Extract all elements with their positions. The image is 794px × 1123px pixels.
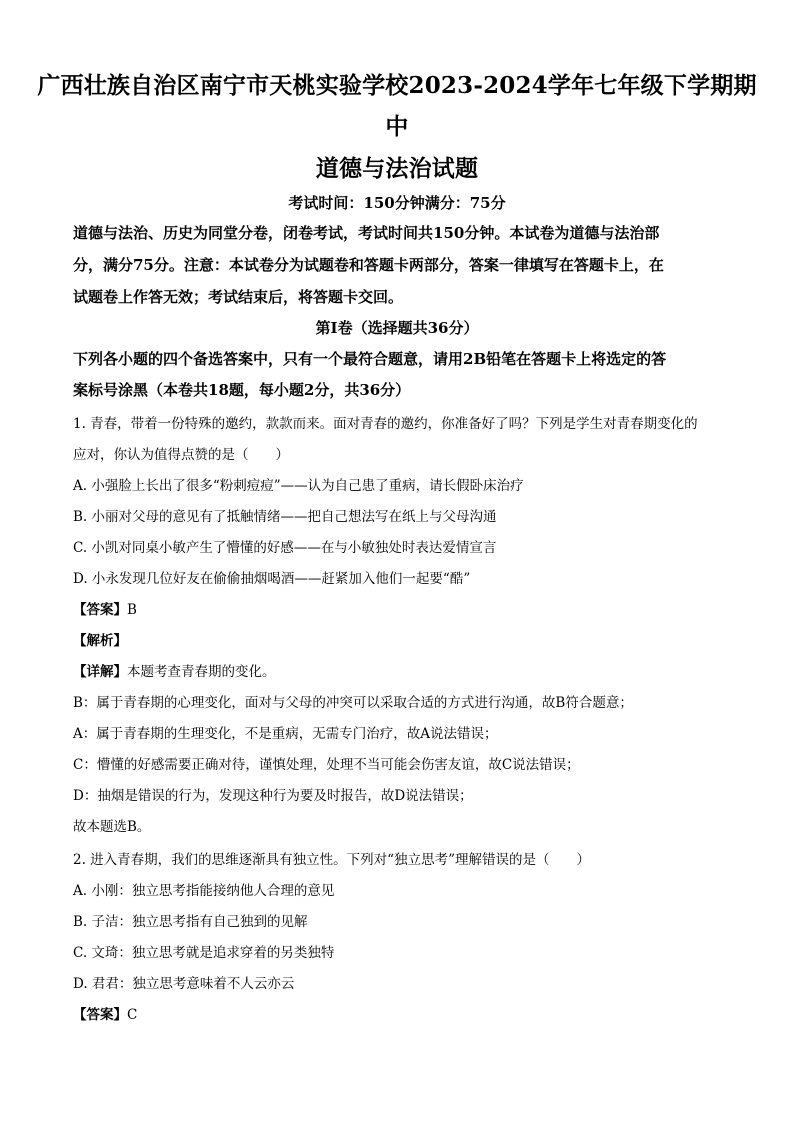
section-instruction-line-2: 案标号涂黑（本卷共18题，每小题2分，共36分）	[73, 381, 411, 399]
q2-option-b: B. 子洁：独立思考指有自己独到的见解	[73, 914, 308, 930]
answer-value: C	[127, 1007, 138, 1023]
q1-conclusion: 故本题选B。	[73, 819, 151, 835]
answer-value: B	[127, 602, 137, 618]
q1-option-a: A. 小强脸上长出了很多“粉刺痘痘”——认为自己患了重病，请长假卧床治疗	[73, 478, 524, 494]
answer-tag: 【答案】	[73, 1007, 127, 1023]
q1-stem-line-1: 1. 青春，带着一份特殊的邀约，款款而来。面对青春的邀约，你准备好了吗？下列是学生对青春期变化的	[73, 416, 698, 432]
q2-option-a: A. 小刚：独立思考指能接纳他人合理的意见	[73, 883, 335, 899]
detail-text: 本题考查青春期的变化。	[127, 664, 276, 680]
q2-option-c: C. 文琦：独立思考就是追求穿着的另类独特	[73, 945, 335, 961]
intro-line-1: 道德与法治、历史为同堂分卷，闭卷考试，考试时间共150分钟。本试卷为道德与法治部	[73, 224, 660, 242]
analysis-tag: 【解析】	[73, 633, 127, 649]
q1-explanation-b: B：属于青春期的心理变化，面对与父母的冲突可以采取合适的方式进行沟通，故B符合题意；	[73, 695, 633, 711]
q1-explanation-c: C：懵懂的好感需要正确对待，谨慎处理，处理不当可能会伤害友谊，故C说法错误；	[73, 757, 580, 773]
q1-stem-line-2: 应对，你认为值得点赞的是（ ）	[73, 447, 289, 463]
q1-option-d: D. 小永发现几位好友在偷偷抽烟喝酒——赶紧加入他们一起要“酷”	[73, 571, 471, 587]
section-title: 第Ⅰ卷（选择题共36分）	[315, 319, 479, 337]
q1-option-c: C. 小凯对同桌小敏产生了懵懂的好感——在与小敏独处时表达爱情宣言	[73, 540, 497, 556]
q2-option-d: D. 君君：独立思考意味着不人云亦云	[73, 976, 295, 992]
page-title-line2: 中	[385, 113, 409, 140]
page-subtitle: 道德与法治试题	[315, 155, 479, 182]
answer-tag: 【答案】	[73, 602, 127, 618]
q1-detail	[73, 660, 276, 680]
detail-tag: 【详解】	[73, 664, 127, 680]
intro-line-2: 分，满分75分。注意：本试卷分为试题卷和答题卡两部分，答案一律填写在答题卡上，在	[73, 256, 664, 274]
section-instruction-line-1: 下列各小题的四个备选答案中，只有一个最符合题意，请用2B铅笔在答题卡上将选定的答	[73, 350, 667, 368]
q2-stem: 2. 进入青春期，我们的思维逐渐具有独立性。下列对“独立思考”理解错误的是（ ）	[73, 852, 590, 868]
page-title-line1: 广西壮族自治区南宁市天桃实验学校2023-2024学年七年级下学期期	[37, 72, 757, 99]
q1-answer	[73, 598, 137, 618]
q1-explanation-a: A：属于青春期的生理变化，不是重病，无需专门治疗，故A说法错误；	[73, 726, 498, 742]
intro-line-3: 试题卷上作答无效；考试结束后，将答题卡交回。	[73, 288, 404, 306]
exam-info: 考试时间：150分钟满分：75分	[288, 194, 506, 212]
q1-explanation-d: D：抽烟是错误的行为，发现这种行为要及时报告，故D说法错误；	[73, 788, 473, 804]
q1-option-b: B. 小丽对父母的意见有了抵触情绪——把自己想法写在纸上与父母沟通	[73, 509, 497, 525]
q2-answer	[73, 1003, 137, 1023]
q1-analysis-tag	[73, 629, 127, 649]
